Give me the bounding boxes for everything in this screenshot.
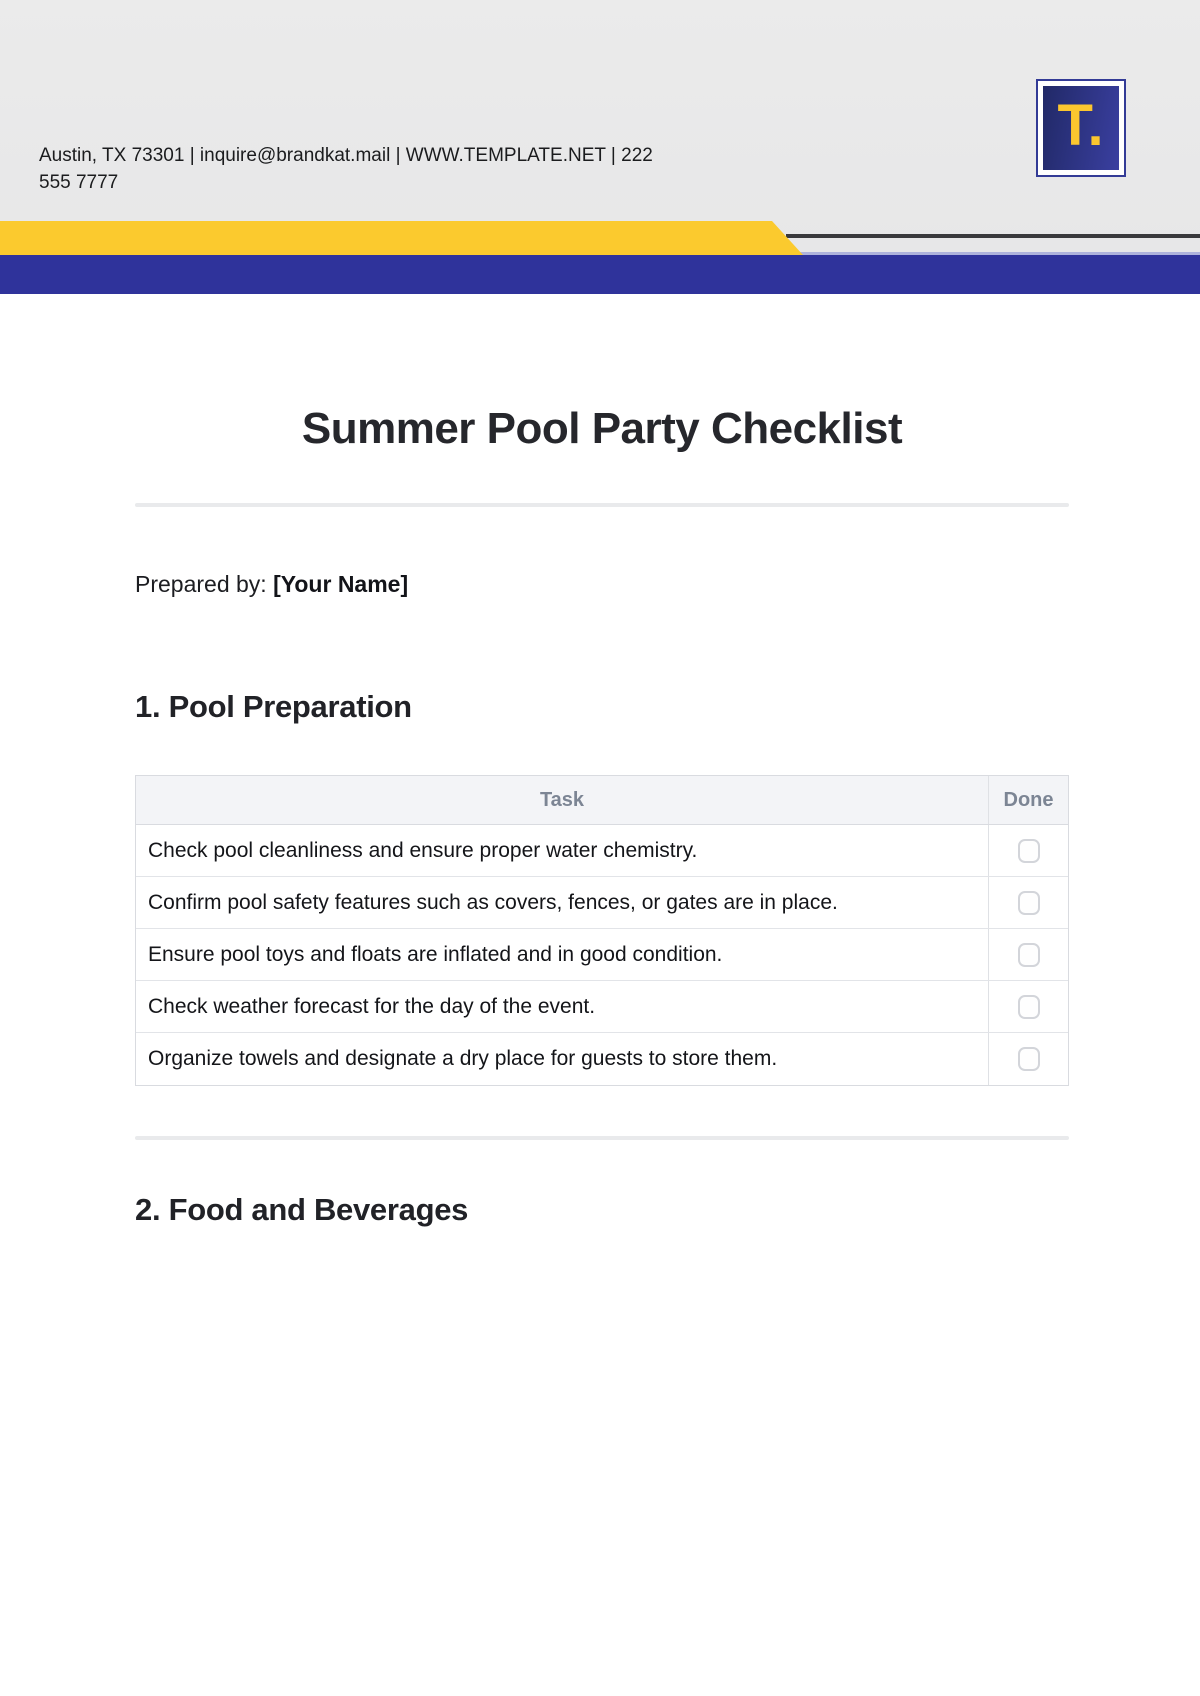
- done-checkbox[interactable]: [1018, 891, 1040, 915]
- task-text: Confirm pool safety features such as covers, fences, or gates are in place.: [148, 890, 838, 914]
- page-header: [0, 0, 1200, 252]
- table-row: [136, 929, 1068, 981]
- table-row: [136, 1033, 1068, 1085]
- task-text: Check weather forecast for the day of the event.: [148, 994, 596, 1018]
- section-heading-food-beverages: 2. Food and Beverages: [135, 1192, 469, 1227]
- checklist-table: [135, 775, 1069, 1086]
- contact-line-2: 555 7777: [39, 172, 119, 193]
- task-cell: [136, 929, 988, 980]
- task-cell: [136, 825, 988, 876]
- task-cell: [136, 1033, 988, 1085]
- done-checkbox[interactable]: [1018, 943, 1040, 967]
- section-divider: [135, 1136, 1069, 1140]
- done-checkbox[interactable]: [1018, 995, 1040, 1019]
- done-cell: [988, 929, 1068, 980]
- done-cell: [988, 877, 1068, 928]
- task-text: Check pool cleanliness and ensure proper water chemistry.: [148, 838, 698, 862]
- page-title: Summer Pool Party Checklist: [301, 404, 903, 453]
- table-row: [136, 981, 1068, 1033]
- table-header-done: Done: [988, 776, 1068, 824]
- contact-line-1: Austin, TX 73301 | inquire@brandkat.mail | WWW.TEMPLATE.NET | 222: [39, 145, 653, 166]
- done-cell: [988, 825, 1068, 876]
- table-row: [136, 877, 1068, 929]
- logo-mark: T.: [1043, 86, 1119, 170]
- brand-logo: [1036, 79, 1126, 177]
- task-cell: [136, 981, 988, 1032]
- section-heading-pool-preparation: 1. Pool Preparation: [135, 689, 412, 724]
- contact-info: [39, 142, 653, 196]
- task-cell: [136, 877, 988, 928]
- table-row: [136, 825, 1068, 877]
- prepared-by-value: [Your Name]: [273, 571, 409, 597]
- task-text: Organize towels and designate a dry place for guests to store them.: [148, 1047, 778, 1070]
- table-header-row: [136, 776, 1068, 825]
- blue-banner: [0, 252, 1200, 294]
- table-header-task: Task: [539, 788, 585, 811]
- prepared-by-label: Prepared by:: [135, 571, 267, 597]
- done-checkbox[interactable]: [1018, 839, 1040, 863]
- document-body: [135, 402, 1069, 1228]
- task-text: Ensure pool toys and floats are inflated and in good condition.: [148, 942, 723, 966]
- yellow-banner: [0, 221, 803, 255]
- title-divider: [135, 503, 1069, 507]
- done-cell: [988, 1033, 1068, 1085]
- prepared-by: [135, 570, 1069, 598]
- done-cell: [988, 981, 1068, 1032]
- done-checkbox[interactable]: [1018, 1047, 1040, 1071]
- accent-line: [786, 234, 1200, 238]
